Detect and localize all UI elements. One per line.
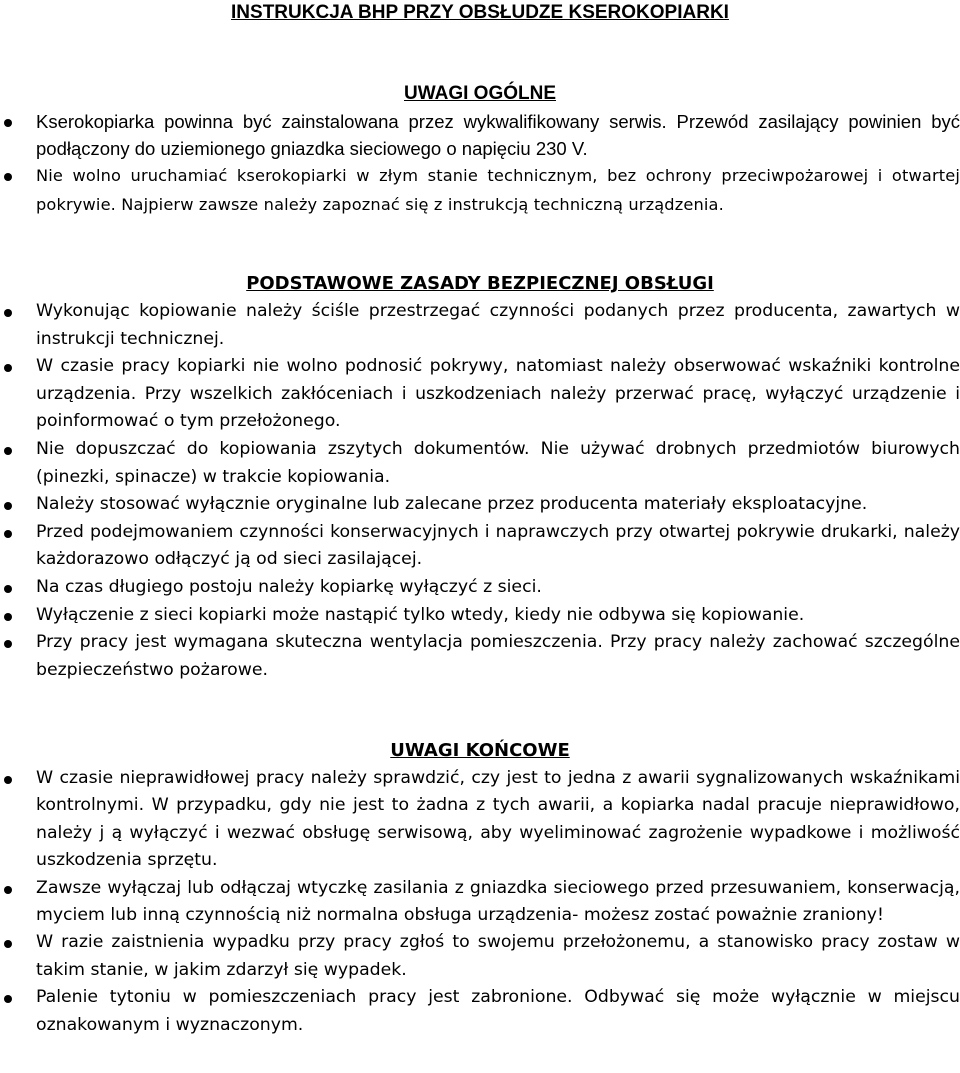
- bullet-icon: [4, 613, 12, 621]
- section-list-final-notes: [0, 765, 960, 1039]
- list-item: [0, 162, 960, 219]
- bullet-icon: [4, 364, 12, 372]
- bullet-icon: [4, 585, 12, 593]
- bullet-icon: [4, 640, 12, 648]
- list-item: [0, 875, 960, 930]
- list-item-text: Nie wolno uruchamiać kserokopiarki w złym stanie technicznym, bez ochrony przeciwpożarowej i otwartej pokrywie. Najpierw zawsze należy zapoznać się z instrukcją techniczną urządzenia.: [36, 166, 960, 214]
- list-item-text: W razie zaistnienia wypadku przy pracy zgłoś to swojemu przełożonemu, a stanowisko pracy zostaw w takim stanie, w jakim zdarzył się wypadek.: [36, 932, 960, 980]
- section-list-general: [0, 108, 960, 219]
- list-item: [0, 574, 960, 602]
- list-item: [0, 602, 960, 630]
- section-heading-final-notes: UWAGI KOŃCOWE: [390, 740, 570, 761]
- section-list-safety-rules: [0, 298, 960, 684]
- list-item-text: Należy stosować wyłącznie oryginalne lub zalecane przez producenta materiały eksploatacyjne.: [36, 494, 868, 515]
- list-item: [0, 353, 960, 436]
- bullet-icon: [4, 530, 12, 538]
- list-item-text: Wykonując kopiowanie należy ściśle przestrzegać czynności podanych przez producenta, zawartych w instrukcji technicznej.: [36, 301, 960, 349]
- bullet-icon: [4, 309, 12, 317]
- list-item-text: Przed podejmowaniem czynności konserwacyjnych i naprawczych przy otwartej pokrywie drukarki, należy każdorazowo odłączyć ją od sieci zasilającej.: [36, 521, 960, 570]
- bullet-icon: [4, 447, 12, 455]
- bullet-icon: [4, 886, 12, 894]
- list-item: [0, 519, 960, 574]
- list-item-text: W czasie pracy kopiarki nie wolno podnosić pokrywy, natomiast należy obserwować wskaźniki kontrolne urządzenia. Przy wszelkich zakłóceniach i uszkodzeniach należy przerwać pracę, wyłączyć urządzenie i poinformować o tym przełożonego.: [36, 356, 960, 432]
- list-item-text: Wyłączenie z sieci kopiarki może nastąpić tylko wtedy, kiedy nie odbywa się kopiowanie.: [36, 604, 805, 625]
- bullet-icon: [4, 995, 12, 1003]
- list-item-text: Na czas długiego postoju należy kopiarkę wyłączyć z sieci.: [36, 576, 542, 597]
- bullet-icon: [4, 776, 12, 784]
- list-item: [0, 929, 960, 984]
- list-item: [0, 108, 960, 162]
- list-item-text: W czasie nieprawidłowej pracy należy sprawdzić, czy jest to jedna z awarii sygnalizowanych wskaźnikami kontrolnymi. W przypadku, gdy nie jest to żadna z tych awarii, a kopiarka nadal pracuje nieprawidłowo, należy j ą wyłączyć i wezwać obsługę serwisową, aby wyeliminować zagrożenie wypadkowe i możliwość uszkodzenia sprzętu.: [36, 768, 960, 871]
- list-item-text: Kserokopiarka powinna być zainstalowana przez wykwalifikowany serwis. Przewód zasilający powinien być podłączony do uziemionego gniazdka sieciowego o napięciu 230 V.: [36, 111, 960, 159]
- list-item: [0, 436, 960, 491]
- bullet-icon: [4, 502, 12, 510]
- list-item: [0, 298, 960, 353]
- bullet-icon: [4, 173, 12, 181]
- list-item: [0, 629, 960, 684]
- list-item-text: Nie dopuszczać do kopiowania zszytych dokumentów. Nie używać drobnych przedmiotów biurowych (pinezki, spinacze) w trakcie kopiowania.: [36, 438, 960, 487]
- list-item: [0, 765, 960, 875]
- list-item-text: Zawsze wyłączaj lub odłączaj wtyczkę zasilania z gniazdka sieciowego przed przesuwaniem, konserwacją, myciem lub inną czynnością niż normalna obsługa urządzenia- możesz zostać poważnie zraniony!: [36, 877, 960, 926]
- list-item: [0, 491, 960, 519]
- bullet-icon: [4, 119, 12, 127]
- section-heading-general: UWAGI OGÓLNE: [404, 83, 556, 104]
- list-item-text: Palenie tytoniu w pomieszczeniach pracy jest zabronione. Odbywać się może wyłącznie w miejscu oznakowanym i wyznaczonym.: [36, 987, 960, 1035]
- section-heading-safety-rules: PODSTAWOWE ZASADY BEZPIECZNEJ OBSŁUGI: [246, 273, 714, 294]
- list-item: [0, 984, 960, 1039]
- list-item-text: Przy pracy jest wymagana skuteczna wentylacja pomieszczenia. Przy pracy należy zachować szczególne bezpieczeństwo pożarowe.: [36, 632, 960, 680]
- bullet-icon: [4, 940, 12, 948]
- document-title: INSTRUKCJA BHP PRZY OBSŁUDZE KSEROKOPIARKI: [231, 2, 729, 23]
